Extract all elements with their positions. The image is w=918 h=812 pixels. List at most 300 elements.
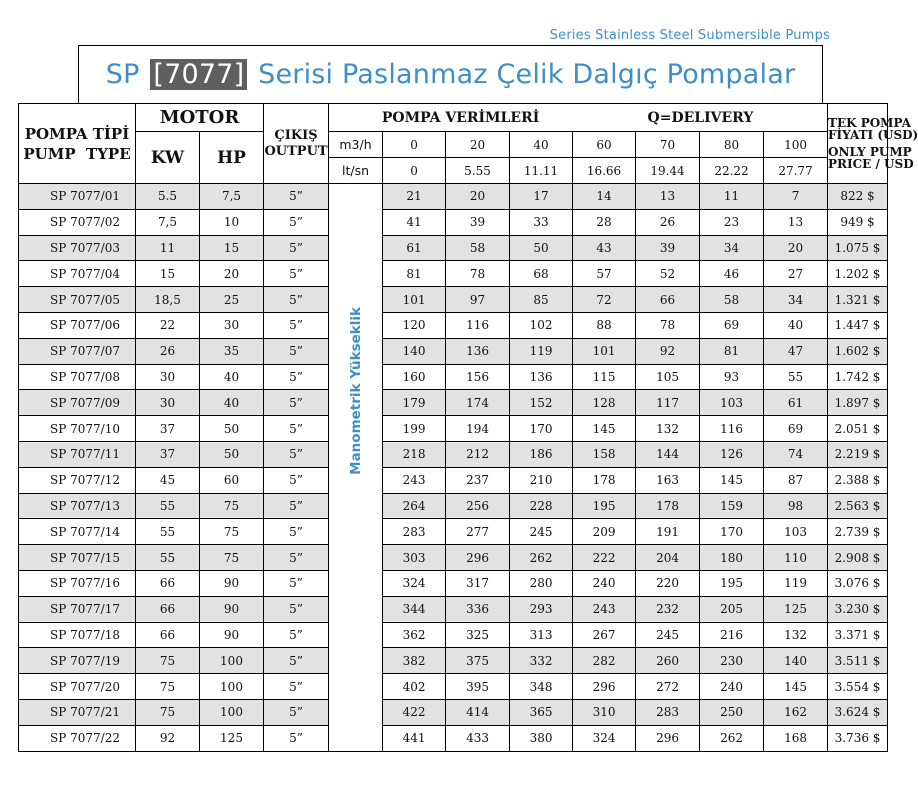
price-cell: 3.230 $ (828, 596, 888, 622)
kw-cell: 15 (136, 261, 200, 287)
pump-type-cell: SP 7077/22 (19, 725, 136, 751)
hp-cell: 50 (200, 441, 264, 467)
head-value-cell: 344 (383, 596, 446, 622)
output-cell: 5” (264, 209, 329, 235)
kw-cell: 5.5 (136, 184, 200, 210)
table-row (19, 312, 888, 338)
flow-m3h-6: 100 (764, 132, 828, 158)
hp-header: HP (200, 132, 264, 184)
pump-type-cell: SP 7077/11 (19, 441, 136, 467)
hp-cell: 90 (200, 570, 264, 596)
price-cell: 2.563 $ (828, 493, 888, 519)
hp-cell: 125 (200, 725, 264, 751)
head-value-cell: 243 (383, 467, 446, 493)
head-value-cell: 243 (573, 596, 636, 622)
delivery-label: Q=DELIVERY (647, 109, 754, 126)
head-value-cell: 52 (636, 261, 700, 287)
head-value-cell: 21 (383, 184, 446, 210)
kw-cell: 75 (136, 699, 200, 725)
head-value-cell: 296 (446, 545, 510, 571)
table-row (19, 570, 888, 596)
table-row (19, 416, 888, 442)
head-value-cell: 293 (510, 596, 573, 622)
head-value-cell: 136 (446, 338, 510, 364)
head-value-cell: 145 (700, 467, 764, 493)
head-value-cell: 58 (700, 287, 764, 313)
kw-cell: 30 (136, 390, 200, 416)
flow-lts-6: 27.77 (764, 158, 828, 184)
head-value-cell: 140 (764, 648, 828, 674)
head-value-cell: 245 (510, 519, 573, 545)
head-value-cell: 336 (446, 596, 510, 622)
head-value-cell: 324 (573, 725, 636, 751)
head-value-cell: 317 (446, 570, 510, 596)
head-value-cell: 204 (636, 545, 700, 571)
head-value-cell: 126 (700, 441, 764, 467)
head-value-cell: 61 (383, 235, 446, 261)
pump-type-cell: SP 7077/06 (19, 312, 136, 338)
head-value-cell: 144 (636, 441, 700, 467)
price-cell: 3.736 $ (828, 725, 888, 751)
head-value-cell: 191 (636, 519, 700, 545)
hp-cell: 90 (200, 596, 264, 622)
head-value-cell: 101 (573, 338, 636, 364)
pump-type-cell: SP 7077/05 (19, 287, 136, 313)
head-value-cell: 7 (764, 184, 828, 210)
head-value-cell: 81 (700, 338, 764, 364)
head-value-cell: 43 (573, 235, 636, 261)
output-cell: 5” (264, 545, 329, 571)
price-cell: 3.076 $ (828, 570, 888, 596)
price-header-1: TEK POMPA (828, 116, 911, 130)
head-value-cell: 27 (764, 261, 828, 287)
head-value-cell: 170 (700, 519, 764, 545)
hp-cell: 60 (200, 467, 264, 493)
pump-type-cell: SP 7077/14 (19, 519, 136, 545)
head-value-cell: 283 (383, 519, 446, 545)
hp-cell: 35 (200, 338, 264, 364)
head-value-cell: 178 (636, 493, 700, 519)
output-cell: 5” (264, 261, 329, 287)
head-value-cell: 178 (573, 467, 636, 493)
head-value-cell: 101 (383, 287, 446, 313)
head-value-cell: 72 (573, 287, 636, 313)
kw-cell: 55 (136, 493, 200, 519)
flow-lts-3: 16.66 (573, 158, 636, 184)
kw-cell: 75 (136, 648, 200, 674)
head-value-cell: 262 (510, 545, 573, 571)
pump-type-cell: SP 7077/08 (19, 364, 136, 390)
head-value-cell: 209 (573, 519, 636, 545)
kw-cell: 7,5 (136, 209, 200, 235)
head-value-cell: 362 (383, 622, 446, 648)
hp-cell: 50 (200, 416, 264, 442)
output-header-tr: ÇIKIŞ (274, 127, 318, 143)
head-value-cell: 402 (383, 674, 446, 700)
head-value-cell: 216 (700, 622, 764, 648)
hp-cell: 20 (200, 261, 264, 287)
manometric-height-label-cell (329, 184, 383, 752)
pump-type-cell: SP 7077/20 (19, 674, 136, 700)
head-value-cell: 140 (383, 338, 446, 364)
output-cell: 5” (264, 390, 329, 416)
price-cell: 1.447 $ (828, 312, 888, 338)
pump-type-cell: SP 7077/15 (19, 545, 136, 571)
head-value-cell: 220 (636, 570, 700, 596)
head-value-cell: 240 (700, 674, 764, 700)
head-value-cell: 41 (383, 209, 446, 235)
head-value-cell: 50 (510, 235, 573, 261)
price-cell: 1.202 $ (828, 261, 888, 287)
head-value-cell: 102 (510, 312, 573, 338)
head-value-cell: 156 (446, 364, 510, 390)
head-value-cell: 283 (636, 699, 700, 725)
output-cell: 5” (264, 312, 329, 338)
kw-cell: 22 (136, 312, 200, 338)
output-cell: 5” (264, 725, 329, 751)
table-row (19, 725, 888, 751)
head-value-cell: 20 (446, 184, 510, 210)
kw-cell: 18,5 (136, 287, 200, 313)
head-value-cell: 433 (446, 725, 510, 751)
head-value-cell: 40 (764, 312, 828, 338)
flow-m3h-0: 0 (383, 132, 446, 158)
head-value-cell: 296 (636, 725, 700, 751)
head-value-cell: 98 (764, 493, 828, 519)
table-row (19, 338, 888, 364)
head-value-cell: 69 (764, 416, 828, 442)
output-cell: 5” (264, 648, 329, 674)
title-rest: Serisi Paslanmaz Çelik Dalgıç Pompalar (258, 59, 796, 90)
hp-cell: 40 (200, 390, 264, 416)
head-value-cell: 296 (573, 674, 636, 700)
price-cell: 3.511 $ (828, 648, 888, 674)
head-value-cell: 88 (573, 312, 636, 338)
price-header-4: PRICE / USD (828, 157, 914, 171)
head-value-cell: 34 (764, 287, 828, 313)
head-value-cell: 313 (510, 622, 573, 648)
table-row (19, 364, 888, 390)
hp-cell: 10 (200, 209, 264, 235)
head-value-cell: 92 (636, 338, 700, 364)
head-value-cell: 422 (383, 699, 446, 725)
kw-cell: 45 (136, 467, 200, 493)
head-value-cell: 28 (573, 209, 636, 235)
price-cell: 1.742 $ (828, 364, 888, 390)
pump-type-header-tr: POMPA TİPİ (24, 124, 130, 143)
head-value-cell: 375 (446, 648, 510, 674)
table-row (19, 261, 888, 287)
head-value-cell: 11 (700, 184, 764, 210)
output-cell: 5” (264, 596, 329, 622)
hp-cell: 15 (200, 235, 264, 261)
head-value-cell: 245 (636, 622, 700, 648)
kw-cell: 30 (136, 364, 200, 390)
flow-m3h-2: 40 (510, 132, 573, 158)
price-cell: 2.219 $ (828, 441, 888, 467)
pump-type-cell: SP 7077/02 (19, 209, 136, 235)
head-value-cell: 13 (764, 209, 828, 235)
head-value-cell: 199 (383, 416, 446, 442)
price-cell: 3.624 $ (828, 699, 888, 725)
head-value-cell: 85 (510, 287, 573, 313)
table-row (19, 235, 888, 261)
pump-type-cell: SP 7077/01 (19, 184, 136, 210)
head-value-cell: 61 (764, 390, 828, 416)
motor-header: MOTOR (136, 104, 264, 132)
pump-type-cell: SP 7077/03 (19, 235, 136, 261)
table-row (19, 596, 888, 622)
head-value-cell: 33 (510, 209, 573, 235)
hp-cell: 75 (200, 519, 264, 545)
head-value-cell: 66 (636, 287, 700, 313)
pump-type-cell: SP 7077/12 (19, 467, 136, 493)
head-value-cell: 103 (764, 519, 828, 545)
head-value-cell: 162 (764, 699, 828, 725)
head-value-cell: 194 (446, 416, 510, 442)
head-value-cell: 325 (446, 622, 510, 648)
head-value-cell: 17 (510, 184, 573, 210)
head-value-cell: 78 (446, 261, 510, 287)
head-value-cell: 395 (446, 674, 510, 700)
pump-type-cell: SP 7077/18 (19, 622, 136, 648)
price-cell: 1.321 $ (828, 287, 888, 313)
output-cell: 5” (264, 699, 329, 725)
hp-cell: 7,5 (200, 184, 264, 210)
head-value-cell: 277 (446, 519, 510, 545)
head-value-cell: 365 (510, 699, 573, 725)
table-row (19, 674, 888, 700)
head-value-cell: 303 (383, 545, 446, 571)
hp-cell: 25 (200, 287, 264, 313)
title-box (78, 45, 823, 103)
pump-type-cell: SP 7077/19 (19, 648, 136, 674)
head-value-cell: 272 (636, 674, 700, 700)
head-value-cell: 324 (383, 570, 446, 596)
output-cell: 5” (264, 235, 329, 261)
unit-m3h: m3/h (329, 132, 383, 158)
price-cell: 2.739 $ (828, 519, 888, 545)
table-row (19, 184, 888, 210)
price-cell: 1.075 $ (828, 235, 888, 261)
head-value-cell: 205 (700, 596, 764, 622)
output-cell: 5” (264, 441, 329, 467)
kw-cell: 37 (136, 441, 200, 467)
kw-cell: 92 (136, 725, 200, 751)
output-cell: 5” (264, 519, 329, 545)
hp-cell: 100 (200, 699, 264, 725)
kw-cell: 75 (136, 674, 200, 700)
pump-performance-label: POMPA VERİMLERİ (381, 109, 540, 126)
head-value-cell: 26 (636, 209, 700, 235)
pump-type-cell: SP 7077/09 (19, 390, 136, 416)
title-model-code: [7077] (150, 59, 247, 90)
flow-m3h-5: 80 (700, 132, 764, 158)
output-cell: 5” (264, 493, 329, 519)
output-cell: 5” (264, 674, 329, 700)
head-value-cell: 212 (446, 441, 510, 467)
pump-type-header (19, 104, 136, 184)
flow-lts-4: 19.44 (636, 158, 700, 184)
head-value-cell: 116 (446, 312, 510, 338)
head-value-cell: 230 (700, 648, 764, 674)
table-row (19, 699, 888, 725)
hp-cell: 90 (200, 622, 264, 648)
kw-cell: 55 (136, 545, 200, 571)
head-value-cell: 250 (700, 699, 764, 725)
kw-cell: 66 (136, 596, 200, 622)
manometric-height-label: Manometrik Yükseklik (347, 306, 364, 475)
head-value-cell: 23 (700, 209, 764, 235)
table-row (19, 467, 888, 493)
unit-lts: lt/sn (329, 158, 383, 184)
head-value-cell: 170 (510, 416, 573, 442)
output-cell: 5” (264, 184, 329, 210)
head-value-cell: 132 (764, 622, 828, 648)
hp-cell: 100 (200, 648, 264, 674)
output-cell: 5” (264, 338, 329, 364)
price-cell: 2.908 $ (828, 545, 888, 571)
head-value-cell: 55 (764, 364, 828, 390)
table-row (19, 209, 888, 235)
head-value-cell: 58 (446, 235, 510, 261)
head-value-cell: 13 (636, 184, 700, 210)
head-value-cell: 195 (573, 493, 636, 519)
table-row (19, 390, 888, 416)
head-value-cell: 232 (636, 596, 700, 622)
head-value-cell: 240 (573, 570, 636, 596)
head-value-cell: 145 (573, 416, 636, 442)
head-value-cell: 441 (383, 725, 446, 751)
pump-type-cell: SP 7077/17 (19, 596, 136, 622)
price-cell: 1.602 $ (828, 338, 888, 364)
series-subtitle: Series Stainless Steel Submersible Pumps (549, 28, 830, 43)
pump-type-cell: SP 7077/13 (19, 493, 136, 519)
head-value-cell: 115 (573, 364, 636, 390)
table-row (19, 648, 888, 674)
head-value-cell: 117 (636, 390, 700, 416)
flow-lts-2: 11.11 (510, 158, 573, 184)
head-value-cell: 222 (573, 545, 636, 571)
price-cell: 2.388 $ (828, 467, 888, 493)
pump-type-cell: SP 7077/07 (19, 338, 136, 364)
head-value-cell: 380 (510, 725, 573, 751)
head-value-cell: 332 (510, 648, 573, 674)
head-value-cell: 47 (764, 338, 828, 364)
table-row (19, 519, 888, 545)
output-header-en: OUTPUT (264, 143, 328, 159)
pump-type-cell: SP 7077/04 (19, 261, 136, 287)
kw-cell: 11 (136, 235, 200, 261)
price-cell: 1.897 $ (828, 390, 888, 416)
price-header (828, 104, 918, 184)
head-value-cell: 262 (700, 725, 764, 751)
head-value-cell: 264 (383, 493, 446, 519)
kw-cell: 55 (136, 519, 200, 545)
kw-header: KW (136, 132, 200, 184)
head-value-cell: 267 (573, 622, 636, 648)
head-value-cell: 179 (383, 390, 446, 416)
head-value-cell: 87 (764, 467, 828, 493)
flow-lts-1: 5.55 (446, 158, 510, 184)
head-value-cell: 348 (510, 674, 573, 700)
head-value-cell: 158 (573, 441, 636, 467)
output-cell: 5” (264, 416, 329, 442)
head-value-cell: 180 (700, 545, 764, 571)
output-cell: 5” (264, 622, 329, 648)
flow-lts-0: 0 (383, 158, 446, 184)
pump-spec-table (18, 103, 918, 752)
output-cell: 5” (264, 570, 329, 596)
head-value-cell: 105 (636, 364, 700, 390)
head-value-cell: 128 (573, 390, 636, 416)
output-cell: 5” (264, 364, 329, 390)
pump-type-cell: SP 7077/16 (19, 570, 136, 596)
hp-cell: 75 (200, 545, 264, 571)
head-value-cell: 210 (510, 467, 573, 493)
price-cell: 3.554 $ (828, 674, 888, 700)
head-value-cell: 119 (764, 570, 828, 596)
price-header-3: ONLY PUMP (828, 145, 912, 159)
head-value-cell: 152 (510, 390, 573, 416)
head-value-cell: 382 (383, 648, 446, 674)
page-title (106, 59, 796, 90)
head-value-cell: 34 (700, 235, 764, 261)
flow-lts-5: 22.22 (700, 158, 764, 184)
head-value-cell: 145 (764, 674, 828, 700)
head-value-cell: 81 (383, 261, 446, 287)
pump-type-header-en: PUMP TYPE (23, 144, 131, 163)
head-value-cell: 46 (700, 261, 764, 287)
price-cell: 822 $ (828, 184, 888, 210)
head-value-cell: 260 (636, 648, 700, 674)
flow-m3h-3: 60 (573, 132, 636, 158)
output-cell: 5” (264, 467, 329, 493)
head-value-cell: 120 (383, 312, 446, 338)
head-value-cell: 280 (510, 570, 573, 596)
head-value-cell: 256 (446, 493, 510, 519)
output-cell: 5” (264, 287, 329, 313)
table-row (19, 493, 888, 519)
head-value-cell: 195 (700, 570, 764, 596)
table-row (19, 545, 888, 571)
kw-cell: 26 (136, 338, 200, 364)
head-value-cell: 14 (573, 184, 636, 210)
head-value-cell: 237 (446, 467, 510, 493)
output-header (264, 104, 329, 184)
head-value-cell: 168 (764, 725, 828, 751)
head-value-cell: 159 (700, 493, 764, 519)
head-value-cell: 163 (636, 467, 700, 493)
head-value-cell: 39 (446, 209, 510, 235)
head-value-cell: 103 (700, 390, 764, 416)
flow-m3h-4: 70 (636, 132, 700, 158)
head-value-cell: 39 (636, 235, 700, 261)
head-value-cell: 174 (446, 390, 510, 416)
head-value-cell: 132 (636, 416, 700, 442)
head-value-cell: 93 (700, 364, 764, 390)
hp-cell: 75 (200, 493, 264, 519)
price-cell: 3.371 $ (828, 622, 888, 648)
head-value-cell: 414 (446, 699, 510, 725)
head-value-cell: 119 (510, 338, 573, 364)
pump-type-cell: SP 7077/10 (19, 416, 136, 442)
flow-m3h-1: 20 (446, 132, 510, 158)
title-prefix: SP (105, 59, 140, 90)
head-value-cell: 186 (510, 441, 573, 467)
head-value-cell: 110 (764, 545, 828, 571)
kw-cell: 37 (136, 416, 200, 442)
